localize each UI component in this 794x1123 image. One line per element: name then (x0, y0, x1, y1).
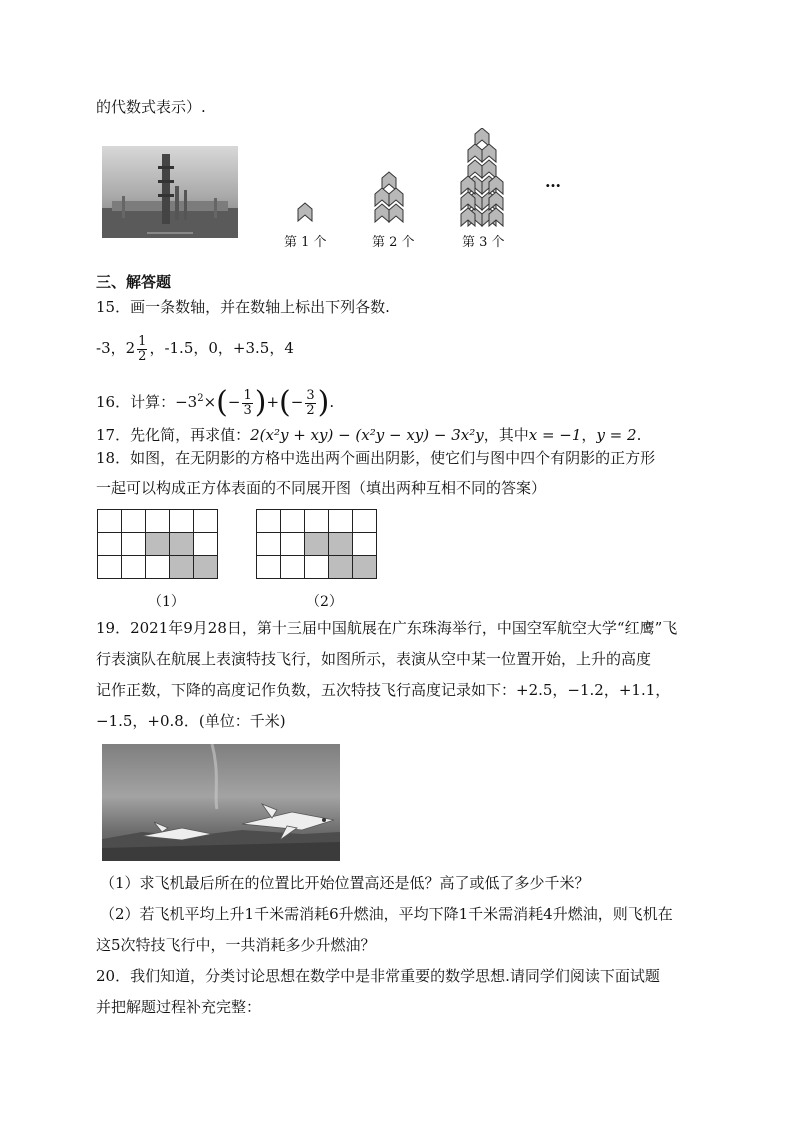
cube-net-grid-1 (97, 509, 218, 579)
q17-cond-y: y = 2 (596, 426, 637, 444)
section-title: 三、解答题 (96, 273, 172, 291)
airshow-photo (102, 744, 340, 861)
grid-caption-1: （1） (148, 594, 185, 610)
grid-caption-2: （2） (306, 594, 343, 610)
arrow-pattern-figure (290, 128, 520, 228)
q20-line2: 并把解题过程补充完整： (96, 998, 262, 1016)
q16-exp: 2 (197, 393, 204, 404)
q17-sep: ， (581, 426, 597, 444)
q16-frac2: $\frac{3}{2}$ (306, 387, 315, 418)
q19-sub2-line2: 这5次特技飞行中，一共消耗多少升燃油？ (96, 936, 376, 954)
q19-sub2-line1: （2）若飞机平均上升1千米需消耗6升燃油，平均下降1千米需消耗4升燃油，则飞机在 (100, 905, 673, 923)
q16-neg1: − (227, 393, 241, 411)
pattern-label-3: 第 3 个 (462, 235, 505, 250)
q18-line2: 一起可以构成正方体表面的不同展开图（填出两种互相不同的答案） (96, 479, 547, 497)
q20-line1: 20．我们知道，分类讨论思想在数学中是非常重要的数学思想.请同学们阅读下面试题 (96, 967, 660, 985)
q15-numbers-b: ，-1.5，0，+3.5，4 (149, 339, 294, 357)
pattern-label-1: 第 1 个 (284, 235, 327, 250)
q15-numbers-a: -3，2 (96, 339, 136, 357)
q19-line2: 行表演队在航展上表演特技飞行，如图所示，表演从空中某一位置开始，上升的高度 (96, 650, 652, 668)
pattern-ellipsis: … (545, 172, 561, 191)
q19-line3: 记作正数，下降的高度记作负数，五次特技飞行高度记录如下：+2.5，−1.2，+1.1， (96, 681, 671, 699)
q17-mid: ，其中 (483, 426, 529, 444)
q16-neg2: − (290, 393, 304, 411)
q15-numbers (96, 334, 294, 364)
q16-prefix: 16．计算： (96, 393, 176, 411)
pattern-label-2: 第 2 个 (372, 235, 415, 250)
q17-line (96, 425, 641, 445)
q16-line: 16．计算：$-3^2\times(-$ $\frac{1}{3}$ )+(− $\frac{3}{2}$ ). (96, 385, 335, 420)
q17-end: . (636, 426, 642, 444)
q19-line1: 19．2021年9月28日，第十三届中国航展在广东珠海举行，中国空军航空大学“红鹰”飞 (96, 619, 678, 637)
q16-times: × (203, 393, 217, 411)
q15-text: 15．画一条数轴，并在数轴上标出下列各数. (96, 298, 390, 316)
rocket-launch-photo (102, 146, 238, 238)
q16-base: −3 (175, 393, 198, 411)
q17-prefix: 17．先化简，再求值： (96, 426, 251, 444)
q19-line4: −1.5，+0.8．(单位：千米) (96, 712, 286, 730)
q14-tail: 的代数式表示）. (96, 98, 206, 116)
q18-line1: 18．如图，在无阴影的方格中选出两个画出阴影，使它们与图中四个有阴影的正方形 (96, 449, 656, 467)
q16-plus: + (266, 393, 280, 411)
q16-end: . (329, 393, 335, 411)
cube-net-grid-2 (256, 509, 377, 579)
q17-cond-x: x = −1 (528, 426, 582, 444)
q15-fraction: $\frac{1}{2}$ (138, 333, 147, 364)
q16-frac1: $\frac{1}{3}$ (243, 387, 252, 418)
q17-expression: 2(x²y + xy) − (x²y − xy) − 3x²y (250, 426, 484, 444)
q19-sub1: （1）求飞机最后所在的位置比开始位置高还是低？高了或低了多少千米？ (100, 874, 590, 892)
